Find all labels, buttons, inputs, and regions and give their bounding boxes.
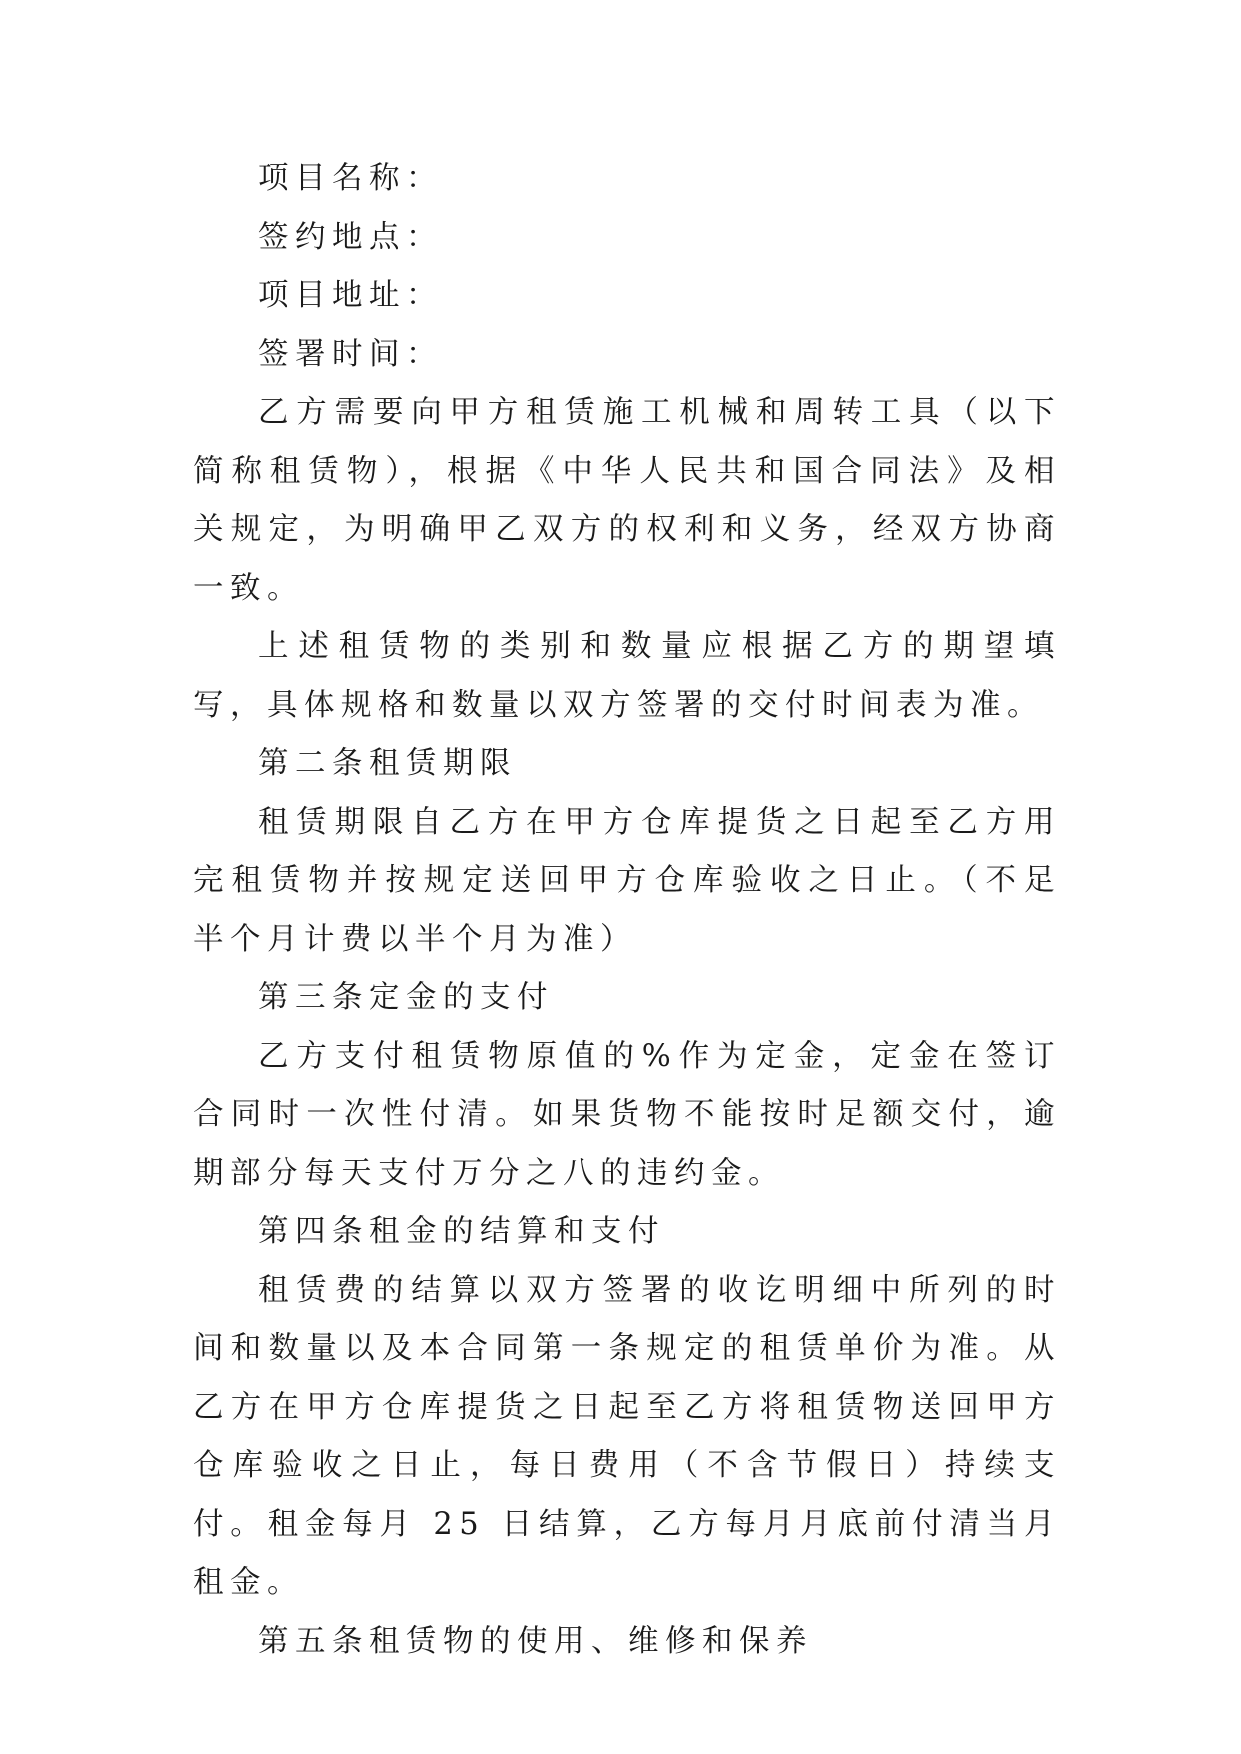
heading-article-4: 第四条租金的结算和支付	[258, 1214, 665, 1249]
field-project-address: 项目地址：	[258, 278, 443, 313]
document-body	[193, 150, 1061, 1671]
paragraph-preamble: 乙方需要向甲方租赁施工机械和周转工具（以下简称租赁物），根据《中华人民共和国合同法》及相关规定，为明确甲乙双方的权利和义务，经双方协商一致。	[193, 395, 1061, 606]
heading-article-2: 第二条租赁期限	[258, 746, 517, 781]
paragraph-deposit: 乙方支付租赁物原值的%作为定金，定金在签订合同时一次性付清。如果货物不能按时足额交付，逾期部分每天支付万分之八的违约金。	[193, 1038, 1061, 1191]
heading-article-3: 第三条定金的支付	[258, 980, 554, 1015]
paragraph-lease-term: 租赁期限自乙方在甲方仓库提货之日起至乙方用完租赁物并按规定送回甲方仓库验收之日止。（不足半个月计费以半个月为准）	[193, 804, 1061, 957]
paragraph-rent-settlement: 租赁费的结算以双方签署的收讫明细中所列的时间和数量以及本合同第一条规定的租赁单价为准。从乙方在甲方仓库提货之日起至乙方将租赁物送回甲方仓库验收之日止，每日费用（不含节假日）持续支付。租金每月 25 日结算，乙方每月月底前付清当月租金。	[193, 1272, 1061, 1600]
heading-article-5: 第五条租赁物的使用、维修和保养	[258, 1623, 813, 1659]
field-signing-time: 签署时间：	[258, 336, 443, 372]
field-signing-place: 签约地点：	[258, 219, 443, 255]
field-project-name: 项目名称：	[258, 161, 443, 196]
paragraph-lease-items: 上述租赁物的类别和数量应根据乙方的期望填写，具体规格和数量以双方签署的交付时间表为准。	[193, 629, 1061, 723]
